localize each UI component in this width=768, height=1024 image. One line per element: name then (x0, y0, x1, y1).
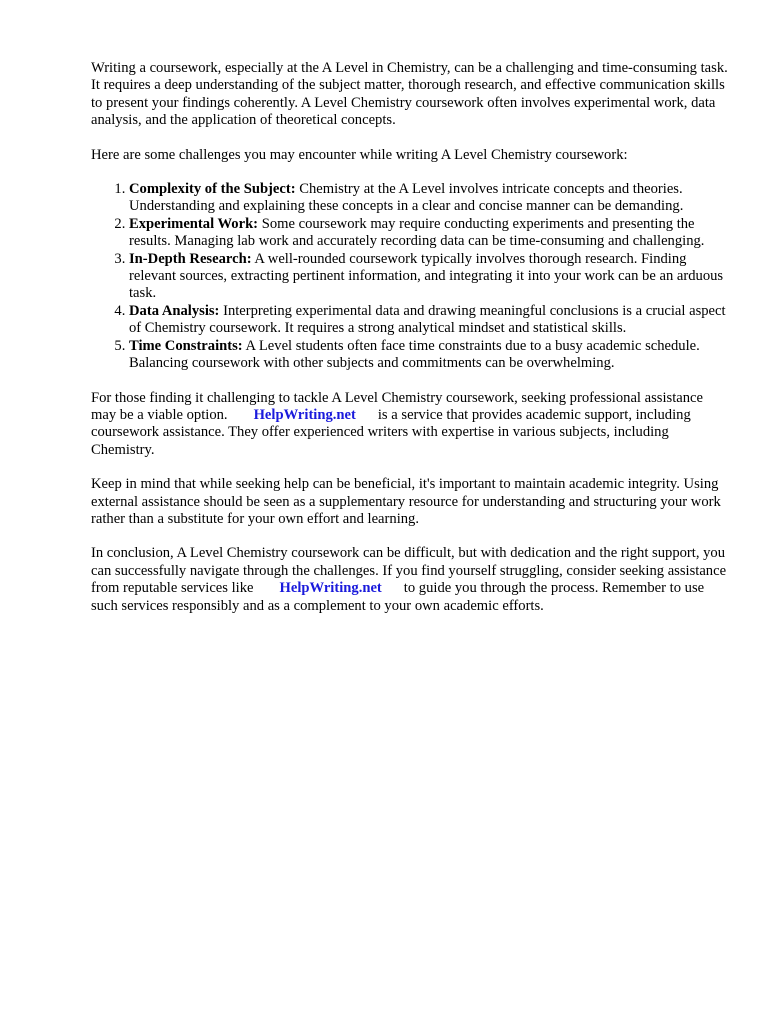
assistance-text-after: is a service that provides academic support, including coursework assistance. They offer experienced writers with expertise in various subjects, including Chemistry. (91, 406, 691, 458)
list-item-title: Data Analysis: (129, 302, 220, 319)
conclusion-paragraph (91, 545, 731, 615)
list-item-title: Experimental Work: (129, 215, 259, 232)
list-item-text: A Level students often face time constraints due to a busy academic schedule. Balancing coursework with other subjects and commitments can be overwhelming. (129, 337, 700, 372)
conclusion-text-after: to guide you through the process. Remember to use such services responsibly and as a complement to your own academic efforts. (91, 580, 705, 614)
challenges-intro: Here are some challenges you may encounter while writing A Level Chemistry coursework: (91, 146, 628, 163)
list-item (129, 181, 731, 216)
assistance-text-before: For those finding it challenging to tackle A Level Chemistry coursework, seeking professional assistance may be a viable option. (91, 389, 703, 423)
list-item-text: Some coursework may require conducting experiments and presenting the results. Managing lab work and accurately recording data can be time-consuming and challenging. (129, 215, 705, 250)
list-item (129, 303, 731, 338)
list-item (129, 216, 731, 251)
intro-paragraph: Writing a coursework, especially at the A Level in Chemistry, can be a challenging and time-consuming task. It requires a deep understanding of the subject matter, thorough research, and effective communication skills to present your findings coherently. A Level Chemistry coursework often involves experimental work, data analysis, and the application of theoretical concepts. (91, 60, 728, 129)
list-item (129, 338, 731, 373)
list-item-title: Complexity of the Subject: (129, 181, 296, 198)
helpwriting-link[interactable]: HelpWriting.net (253, 406, 356, 423)
list-item-text: Interpreting experimental data and drawing meaningful conclusions is a crucial aspect of Chemistry coursework. It requires a strong analytical mindset and statistical skills. (129, 302, 726, 337)
document-page (91, 60, 731, 632)
conclusion-text-before: In conclusion, A Level Chemistry coursework can be difficult, but with dedication and the right support, you can successfully navigate through the challenges. If you find yourself struggling, consider seeking assistance from reputable services like (91, 545, 727, 597)
list-item (129, 251, 731, 303)
list-item-text: Chemistry at the A Level involves intricate concepts and theories. Understanding and explaining these concepts in a clear and concise manner can be demanding. (129, 181, 684, 215)
list-item-title: In-Depth Research: (129, 250, 252, 267)
list-item-text: A well-rounded coursework typically involves thorough research. Finding relevant sources, extracting pertinent information, and integrating it into your work can be an arduous task. (129, 250, 724, 302)
assistance-paragraph (91, 390, 731, 460)
helpwriting-link[interactable]: HelpWriting.net (279, 580, 382, 597)
list-item-title: Time Constraints: (129, 337, 243, 354)
integrity-paragraph: Keep in mind that while seeking help can be beneficial, it's important to maintain academic integrity. Using external assistance should be seen as a supplementary resource for understanding and structuring your work rather than a substitute for your own effort and learning. (91, 476, 721, 527)
challenges-list (91, 181, 731, 372)
